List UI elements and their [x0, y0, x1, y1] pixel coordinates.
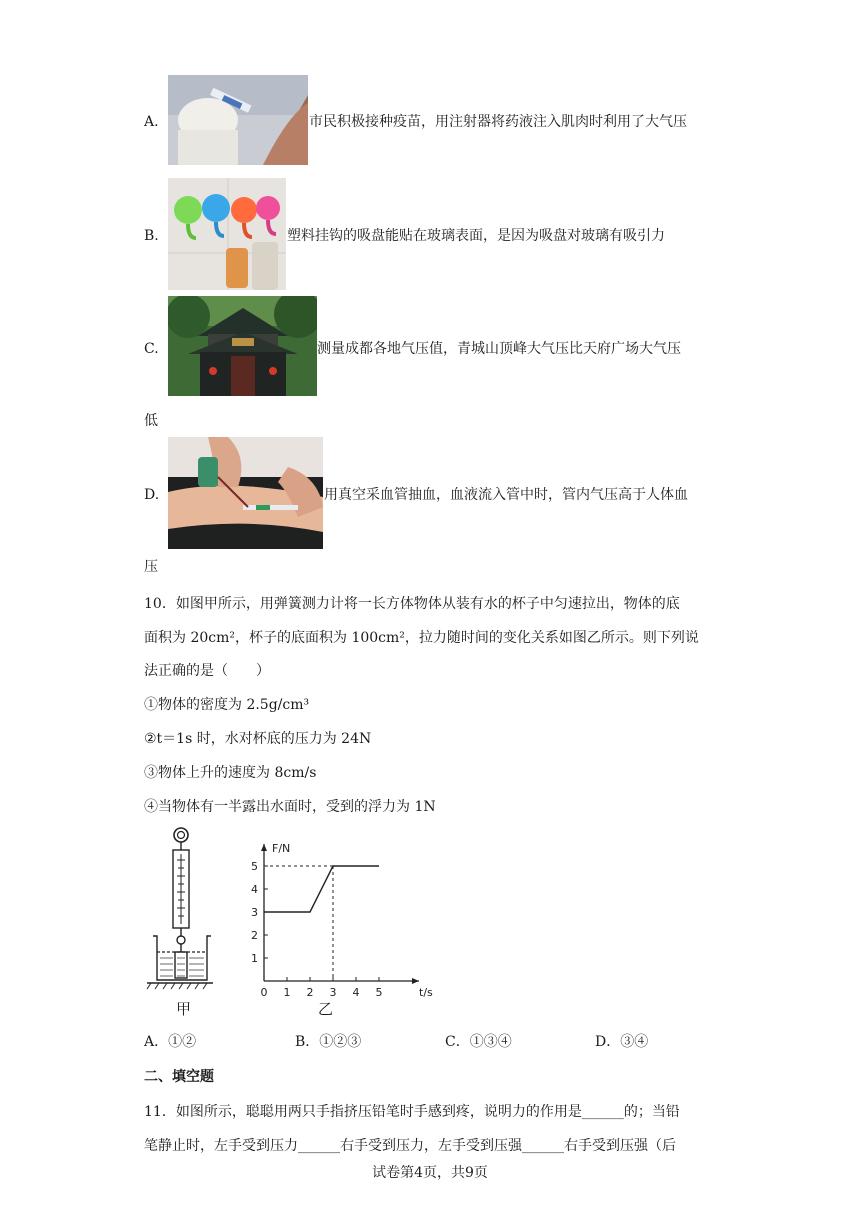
section-heading-fill-in: 二、填空题 — [144, 1069, 214, 1085]
y-axis-arrow — [261, 844, 267, 851]
option-a-text: 市民积极接种疫苗，用注射器将药液注入肌肉时利用了大气压 — [309, 114, 687, 130]
q10-line-1: 10．如图甲所示，用弹簧测力计将一长方体物体从装有水的杯子中匀速拉出，物体的底 — [144, 596, 680, 612]
option-b-photo-suction-hooks — [168, 178, 286, 290]
q10-choice-c[interactable]: C．①③④ — [445, 1034, 512, 1050]
option-d-letter: D. — [144, 487, 160, 503]
q10-statement-3: ③物体上升的速度为 8cm/s — [144, 765, 317, 781]
x-tick-label: 0 — [260, 986, 268, 999]
option-d-text-continued: 压 — [144, 559, 158, 575]
q10-statement-2: ②t＝1s 时，水对杯底的压力为 24N — [144, 731, 372, 747]
q10-choice-a[interactable]: A．①② — [144, 1034, 197, 1050]
x-axis-arrow — [412, 978, 419, 984]
y-axis-label: F/N — [272, 842, 291, 855]
x-tick-label: 4 — [352, 986, 360, 999]
option-d-photo-blood-draw — [168, 437, 323, 549]
x-axis-label: t/s — [419, 986, 433, 999]
x-tick-label: 2 — [306, 986, 314, 999]
q11-line-2: 笔静止时，左手受到压力______右手受到压力，左手受到压强______右手受到压强（后 — [144, 1138, 676, 1154]
q11-line-1: 11．如图所示，聪聪用两只手指挤压铅笔时手感到疼，说明力的作用是______的；当铅 — [144, 1104, 680, 1120]
page-footer: 试卷第4页，共9页 — [372, 1165, 488, 1181]
q10-statement-4: ④当物体有一半露出水面时，受到的浮力为 1N — [144, 799, 436, 815]
figure-jia-spring-scale — [145, 826, 215, 991]
x-tick-label: 3 — [329, 986, 337, 999]
q10-line-3: 法正确的是（ ） — [144, 663, 270, 679]
force-time-line — [264, 866, 379, 912]
y-tick-label: 1 — [251, 952, 258, 965]
q10-statement-1: ①物体的密度为 2.5g/cm³ — [144, 697, 310, 713]
option-b-letter: B. — [144, 228, 159, 244]
option-d-text: 用真空采血管抽血，血液流入管中时，管内气压高于人体血 — [324, 487, 688, 503]
q10-choice-b[interactable]: B．①②③ — [295, 1034, 362, 1050]
option-c-letter: C. — [144, 341, 159, 357]
option-c-text-continued: 低 — [144, 413, 158, 429]
x-tick-label: 5 — [375, 986, 383, 999]
q10-choice-d[interactable]: D．③④ — [595, 1034, 649, 1050]
y-tick-label: 4 — [251, 883, 258, 896]
figure-yi-label: 乙 — [318, 1000, 334, 1018]
figure-jia-label: 甲 — [176, 1000, 192, 1018]
option-c-text: 测量成都各地气压值，青城山顶峰大气压比天府广场大气压 — [317, 341, 681, 357]
x-tick-label: 1 — [283, 986, 291, 999]
option-a-letter: A. — [144, 114, 159, 130]
option-c-photo-temple-gate — [168, 296, 317, 396]
option-b-text: 塑料挂钩的吸盘能贴在玻璃表面，是因为吸盘对玻璃有吸引力 — [287, 228, 665, 244]
q10-line-2: 面积为 20cm²，杯子的底面积为 100cm²，拉力随时间的变化关系如图乙所示。则下列说 — [144, 630, 699, 646]
figure-yi-force-time-chart — [240, 828, 440, 1000]
option-a-photo-vaccine-injection — [168, 75, 308, 165]
y-tick-label: 2 — [251, 929, 258, 942]
y-tick-label: 3 — [251, 906, 258, 919]
y-tick-label: 5 — [251, 860, 258, 873]
